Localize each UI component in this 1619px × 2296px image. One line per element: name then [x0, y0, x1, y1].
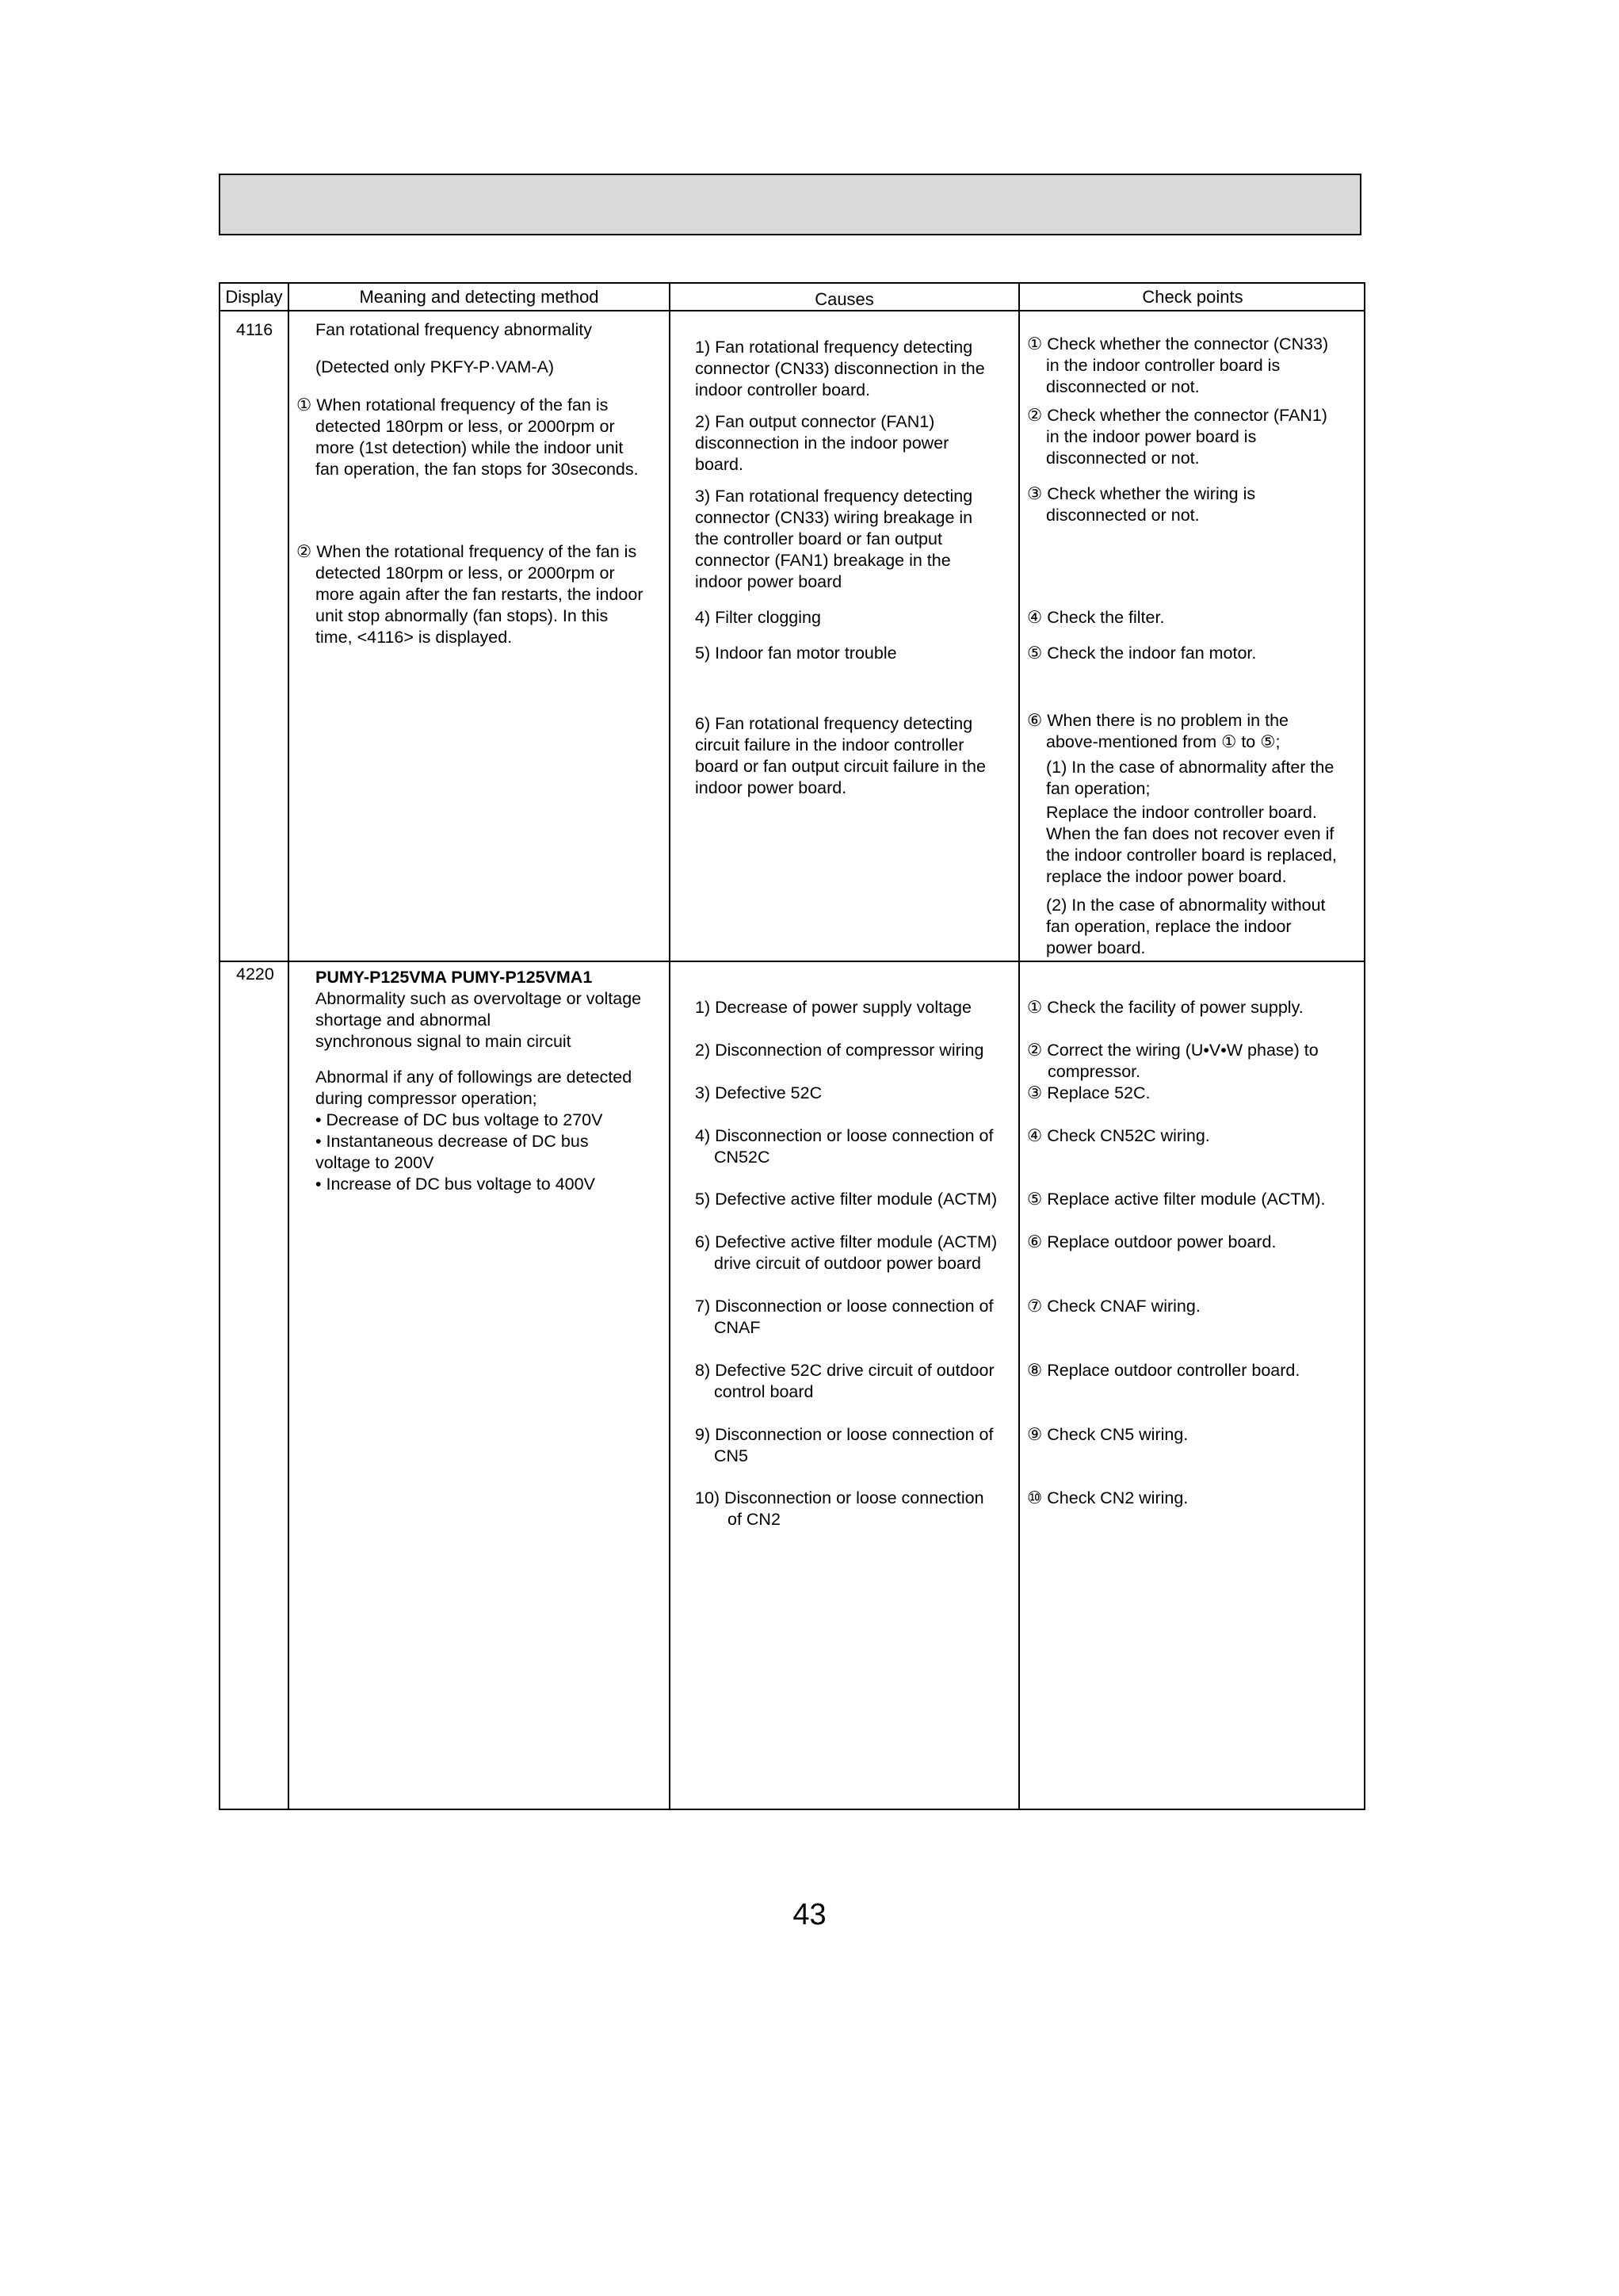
column-divider [1018, 284, 1020, 1809]
text-line: detected 180rpm or less, or 2000rpm or [315, 563, 615, 583]
text-line: disconnected or not. [1046, 377, 1200, 396]
text-line: 3) Defective 52C [695, 1083, 823, 1102]
text-line: ⑤ Replace active filter module (ACTM). [1027, 1190, 1326, 1209]
text-line: (2) In the case of abnormality without [1046, 896, 1326, 915]
text-line: control board [714, 1382, 814, 1401]
text-line: compressor. [1048, 1062, 1141, 1081]
text-line: replace the indoor power board. [1046, 867, 1287, 886]
header-display: Display [225, 287, 283, 307]
text-line: connector (CN33) disconnection in the [695, 359, 985, 378]
text-line: ① When rotational frequency of the fan is [296, 395, 609, 415]
header-meaning: Meaning and detecting method [359, 287, 599, 307]
text-line: voltage to 200V [315, 1153, 434, 1172]
text-line: disconnected or not. [1046, 449, 1200, 468]
text-line: Abnormal if any of followings are detected [315, 1068, 632, 1087]
text-line: during compressor operation; [315, 1089, 537, 1108]
text-line: 6) Defective active filter module (ACTM) [695, 1232, 998, 1251]
text-line: detected 180rpm or less, or 2000rpm or [315, 417, 615, 436]
text-line: • Instantaneous decrease of DC bus [315, 1132, 589, 1151]
text-line: above-mentioned from ① to ⑤; [1046, 732, 1281, 751]
text-line: shortage and abnormal [315, 1010, 491, 1030]
text-line: the indoor controller board is replaced, [1046, 846, 1337, 865]
text-line: (Detected only PKFY-P·VAM-A) [315, 357, 555, 376]
text-line: in the indoor controller board is [1046, 356, 1281, 375]
text-line: ③ Check whether the wiring is [1027, 484, 1256, 503]
text-line: more again after the fan restarts, the indoor [315, 585, 643, 604]
text-line: synchronous signal to main circuit [315, 1032, 571, 1051]
text-line: • Decrease of DC bus voltage to 270V [315, 1110, 603, 1129]
text-line: 1) Decrease of power supply voltage [695, 998, 972, 1017]
text-line: disconnected or not. [1046, 506, 1200, 525]
text-line: ① Check whether the connector (CN33) [1027, 334, 1329, 353]
text-line: disconnection in the indoor power [695, 434, 949, 453]
text-line: Fan rotational frequency abnormality [315, 320, 592, 339]
text-line: 1) Fan rotational frequency detecting [695, 338, 973, 357]
text-line: unit stop abnormally (fan stops). In this [315, 606, 609, 625]
text-line: CNAF [714, 1318, 761, 1337]
text-line: 8) Defective 52C drive circuit of outdoor [695, 1361, 995, 1380]
error-code-4220: 4220 [236, 965, 274, 984]
text-line: ⑦ Check CNAF wiring. [1027, 1297, 1201, 1316]
text-line: (1) In the case of abnormality after the [1046, 758, 1335, 777]
text-line: ⑥ Replace outdoor power board. [1027, 1232, 1277, 1251]
text-line: ④ Check CN52C wiring. [1027, 1126, 1210, 1145]
text-line: 9) Disconnection or loose connection of [695, 1425, 994, 1444]
column-divider [669, 284, 670, 1809]
text-line: ① Check the facility of power supply. [1027, 998, 1304, 1017]
text-line: drive circuit of outdoor power board [714, 1254, 982, 1273]
text-line: of CN2 [727, 1510, 781, 1529]
text-line: in the indoor power board is [1046, 427, 1257, 446]
header-check-points: Check points [1142, 287, 1243, 307]
text-line: CN52C [714, 1148, 770, 1167]
text-line: ③ Replace 52C. [1027, 1083, 1151, 1102]
text-line: ② Correct the wiring (U•V•W phase) to [1027, 1041, 1319, 1060]
text-line: time, <4116> is displayed. [315, 628, 513, 647]
text-line: circuit failure in the indoor controller [695, 735, 964, 755]
text-line: indoor power board. [695, 778, 847, 797]
text-line: 5) Defective active filter module (ACTM) [695, 1190, 998, 1209]
header-row-divider [220, 310, 1364, 311]
text-line: the controller board or fan output [695, 529, 942, 548]
text-line: 10) Disconnection or loose connection [695, 1488, 984, 1507]
text-line: 3) Fan rotational frequency detecting [695, 487, 973, 506]
text-line: CN5 [714, 1446, 749, 1465]
text-line: power board. [1046, 938, 1146, 957]
text-line: ② When the rotational frequency of the fan is [296, 542, 637, 561]
text-line: indoor controller board. [695, 380, 871, 399]
text-line: Replace the indoor controller board. [1046, 803, 1317, 822]
text-line: fan operation, replace the indoor [1046, 917, 1292, 936]
model-name: PUMY-P125VMA PUMY-P125VMA1 [315, 968, 593, 987]
text-line: • Increase of DC bus voltage to 400V [315, 1175, 595, 1194]
text-line: 2) Fan output connector (FAN1) [695, 412, 935, 431]
text-line: connector (CN33) wiring breakage in [695, 508, 973, 527]
text-line: ⑧ Replace outdoor controller board. [1027, 1361, 1300, 1380]
text-line: Abnormality such as overvoltage or voltage [315, 989, 642, 1008]
page-number: 43 [792, 1898, 827, 1931]
text-line: 6) Fan rotational frequency detecting [695, 714, 973, 733]
text-line: ⑥ When there is no problem in the [1027, 711, 1289, 730]
text-line: ② Check whether the connector (FAN1) [1027, 406, 1327, 425]
text-line: connector (FAN1) breakage in the [695, 551, 951, 570]
error-code-table [219, 282, 1365, 1810]
column-divider [288, 284, 289, 1809]
error-code-4116: 4116 [236, 320, 273, 339]
text-line: 2) Disconnection of compressor wiring [695, 1041, 984, 1060]
text-line: ⑩ Check CN2 wiring. [1027, 1488, 1189, 1507]
header-causes: Causes [815, 289, 874, 309]
row-divider [220, 961, 1364, 962]
text-line: ④ Check the filter. [1027, 608, 1165, 627]
text-line: ⑨ Check CN5 wiring. [1027, 1425, 1189, 1444]
text-line: indoor power board [695, 572, 842, 591]
text-line: ⑤ Check the indoor fan motor. [1027, 644, 1257, 663]
text-line: board or fan output circuit failure in the [695, 757, 986, 776]
text-line: more (1st detection) while the indoor unit [315, 438, 624, 457]
text-line: board. [695, 455, 743, 474]
text-line: 5) Indoor fan motor trouble [695, 644, 897, 663]
text-line: fan operation, the fan stops for 30seconds. [315, 460, 639, 479]
text-line: 4) Disconnection or loose connection of [695, 1126, 994, 1145]
text-line: 4) Filter clogging [695, 608, 821, 627]
text-line: fan operation; [1046, 779, 1151, 798]
section-header-band [219, 174, 1361, 235]
text-line: When the fan does not recover even if [1046, 824, 1335, 843]
text-line: 7) Disconnection or loose connection of [695, 1297, 994, 1316]
